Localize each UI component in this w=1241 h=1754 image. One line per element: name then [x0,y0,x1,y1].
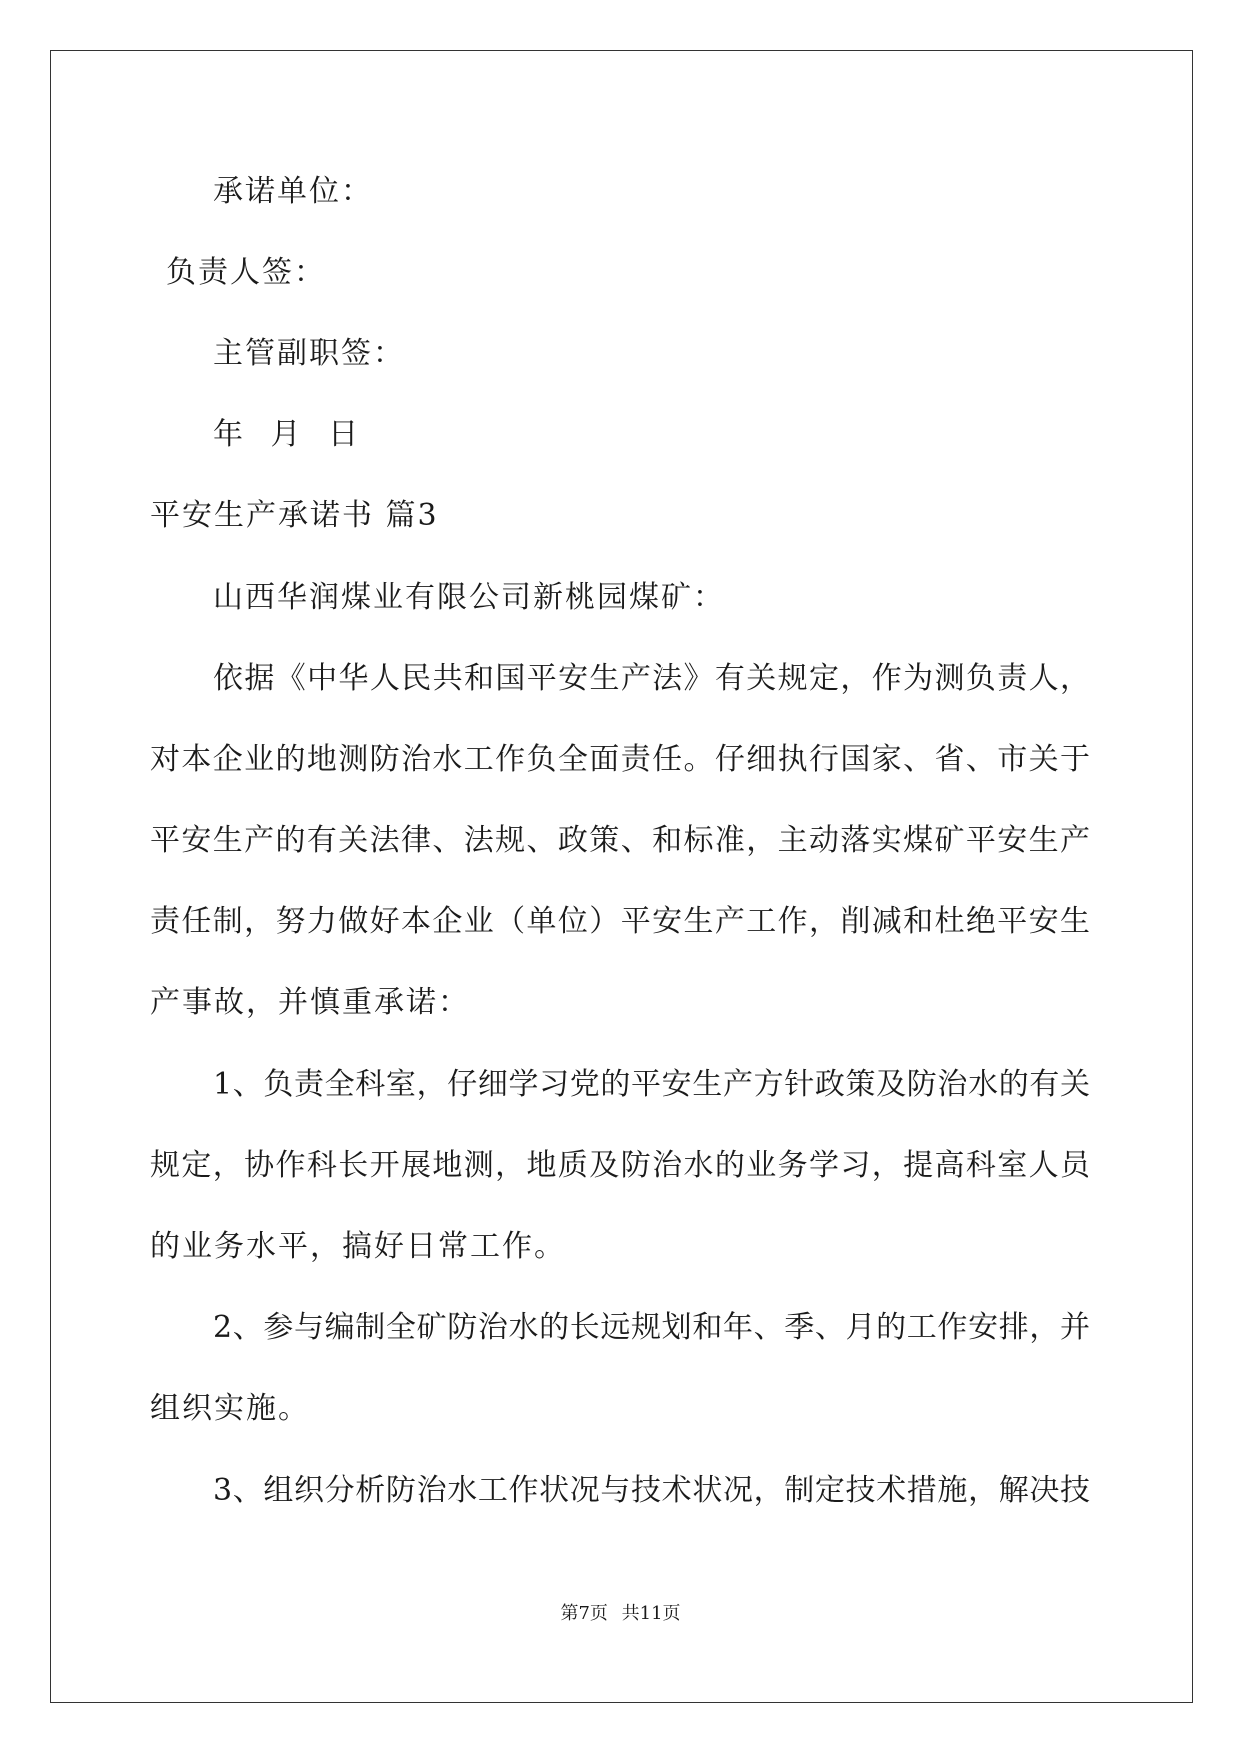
paragraph-line: 责任制，努力做好本企业（单位）平安生产工作，削减和杜绝平安生 [150,904,1090,939]
deputy-signature-label: 主管副职签： [213,336,405,371]
paragraph-line: 依据《中华人民共和国平安生产法》有关规定，作为测负责人， [213,661,1090,696]
paragraph-line: 平安生产的有关法律、法规、政策、和标准，主动落实煤矿平安生产 [150,823,1090,858]
list-item-2-line: 2、参与编制全矿防治水的长远规划和年、季、月的工作安排，并 [213,1310,1090,1345]
page-footer [0,1602,1241,1626]
promise-unit-label: 承诺单位： [213,174,373,209]
list-item-1-line: 的业务水平，搞好日常工作。 [150,1229,566,1264]
list-item-2-line: 组织实施。 [150,1391,310,1426]
list-item-1-line: 规定，协作科长开展地测，地质及防治水的业务学习，提高科室人员 [150,1148,1090,1183]
responsible-person-signature-label: 负责人签： [166,255,326,290]
page-border [50,50,1193,1703]
total-pages: 共11页 [621,1603,681,1624]
section-heading: 平安生产承诺书 篇3 [150,498,439,533]
paragraph-line: 对本企业的地测防治水工作负全面责任。仔细执行国家、省、市关于 [150,742,1090,777]
paragraph-line: 产事故，并慎重承诺： [150,985,470,1020]
addressee-line: 山西华润煤业有限公司新桃园煤矿： [213,580,725,615]
list-item-3-line: 3、组织分析防治水工作状况与技术状况，制定技术措施，解决技 [213,1473,1090,1508]
date-line: 年 月 日 [213,417,361,452]
list-item-1-line: 1、负责全科室，仔细学习党的平安生产方针政策及防治水的有关 [213,1067,1090,1102]
page-number: 第7页 [560,1603,608,1624]
